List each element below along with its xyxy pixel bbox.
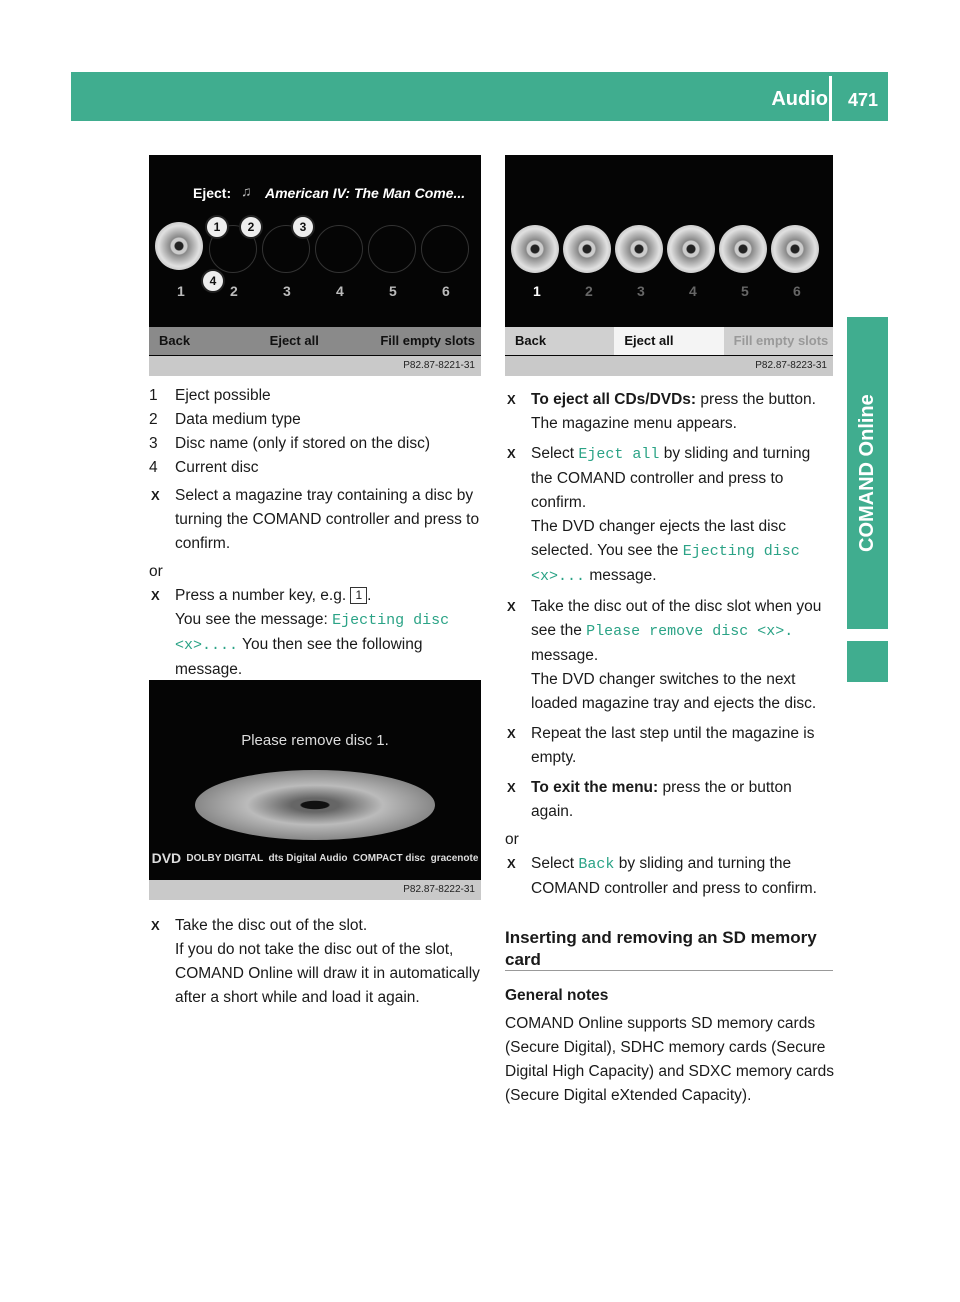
page-number: 471 xyxy=(847,90,878,110)
legend-item: 1 Eject possible xyxy=(149,384,484,408)
step: X Select a magazine tray containing a disc by turning the COMAND controller and press to confirm. xyxy=(149,484,484,556)
softkey-bar xyxy=(149,327,481,355)
step-marker-icon: X xyxy=(151,918,160,933)
number-key-icon: 1 xyxy=(350,587,367,604)
figure-code: P82.87-8221-31 xyxy=(149,356,481,376)
chapter-tab xyxy=(847,317,888,629)
disc-1 xyxy=(511,225,559,273)
disc-graphic xyxy=(195,770,435,840)
message-code: Please remove disc <x>. xyxy=(586,623,794,640)
slot-number: 1 xyxy=(177,283,185,299)
step-marker-icon: X xyxy=(151,488,160,503)
step: X Select Back by sliding and turning the COMAND controller and press to confirm. xyxy=(505,852,835,901)
message-code: Ejecting disc <x>... xyxy=(531,543,800,585)
legend-item: 4 Current disc xyxy=(149,456,484,480)
message-code: Ejecting disc <x>.... xyxy=(175,612,450,654)
back-softkey[interactable]: Back xyxy=(515,333,547,348)
eject-all-softkey[interactable]: Eject all xyxy=(269,333,319,348)
left-column xyxy=(149,384,484,682)
step-marker-icon: X xyxy=(151,588,160,603)
disc-6 xyxy=(771,225,819,273)
slot-number: 6 xyxy=(442,283,450,299)
figure-eject-screen xyxy=(149,155,481,376)
chapter-marker xyxy=(847,641,888,682)
step: X To eject all CDs/DVDs: press the button. The magazine menu appears. xyxy=(505,388,835,436)
slot-number: 3 xyxy=(637,283,645,299)
eject-label: Eject: xyxy=(193,185,232,201)
chapter-label: COMAND Online xyxy=(856,394,878,552)
step: X Select Eject all by sliding and turning the COMAND controller and press to confirm. The DVD changer ejects the last disc selected. You see the Ejecting disc <x>... message. xyxy=(505,442,835,589)
eject-all-softkey[interactable]: Eject all xyxy=(614,327,723,355)
remove-disc-message: Please remove disc 1. xyxy=(241,732,389,749)
subheading: General notes xyxy=(505,987,609,1004)
disc-3 xyxy=(615,225,663,273)
disc-4 xyxy=(667,225,715,273)
callout-3: 3 xyxy=(291,215,315,239)
legend-item: 2 Data medium type xyxy=(149,408,484,432)
left-column-lower xyxy=(149,914,484,1010)
step: X Take the disc out of the slot. If you do not take the disc out of the slot, COMAND Online will draw it in automatically after a short while and load it again. xyxy=(149,914,484,1010)
slot-number: 4 xyxy=(689,283,697,299)
dvd-logo: DVD xyxy=(151,850,182,866)
back-softkey[interactable]: Back xyxy=(159,333,191,348)
data-medium-icon: ♫ xyxy=(241,183,252,199)
or-text: or xyxy=(505,831,519,848)
slot-ring-4 xyxy=(315,225,363,273)
figure-remove-disc-screen xyxy=(149,680,481,900)
step-marker-icon: X xyxy=(507,780,516,795)
figure-eject-all-screen xyxy=(505,155,833,376)
right-column xyxy=(505,388,835,971)
slot-ring-5 xyxy=(368,225,416,273)
slot-number: 4 xyxy=(336,283,344,299)
section-title: Audio xyxy=(771,88,828,110)
softkey-bar xyxy=(505,327,833,355)
header-divider xyxy=(829,76,832,121)
slot-number: 3 xyxy=(283,283,291,299)
fill-empty-slots-softkey[interactable]: Fill empty slots xyxy=(733,333,829,348)
page-header xyxy=(71,72,888,121)
step-marker-icon: X xyxy=(507,599,516,614)
dolby-logo: DOLBY DIGITAL xyxy=(186,852,264,864)
step-marker-icon: X xyxy=(507,856,516,871)
callout-1: 1 xyxy=(205,215,229,239)
notes-paragraph: COMAND Online supports SD memory cards (Secure Digital), SDHC memory cards (Secure Digital High Capacity) and SDXC memory cards (Secure Digital eXtended Capacity). xyxy=(505,1015,835,1104)
step: X To exit the menu: press the or button again. xyxy=(505,776,835,824)
slot-number: 6 xyxy=(793,283,801,299)
step-marker-icon: X xyxy=(507,392,516,407)
slot-number: 5 xyxy=(741,283,749,299)
heading-rule xyxy=(505,970,833,971)
compact-disc-logo: COMPACT disc xyxy=(352,852,426,864)
step: X Take the disc out of the disc slot when you see the Please remove disc <x>. message. The DVD changer switches to the next loaded magazine tray and ejects the disc. xyxy=(505,595,835,716)
current-disc xyxy=(155,222,203,270)
legend-number: 2 xyxy=(149,411,158,428)
figure-code: P82.87-8223-31 xyxy=(505,356,833,376)
disc-name: American IV: The Man Come... xyxy=(265,185,466,201)
dts-logo: dts Digital Audio xyxy=(268,852,348,864)
fill-empty-slots-softkey[interactable]: Fill empty slots xyxy=(380,333,475,348)
disc-5 xyxy=(719,225,767,273)
slot-ring-6 xyxy=(421,225,469,273)
menu-item-code: Eject all xyxy=(578,446,660,463)
section-heading: Inserting and removing an SD memory card xyxy=(505,928,817,969)
menu-item-code: Back xyxy=(578,856,615,873)
right-column-lower xyxy=(505,984,835,1108)
legend-number: 3 xyxy=(149,435,158,452)
slot-number: 5 xyxy=(389,283,397,299)
disc-2 xyxy=(563,225,611,273)
callout-4: 4 xyxy=(201,269,225,293)
slot-number: 1 xyxy=(533,283,541,299)
step: X Repeat the last step until the magazine is empty. xyxy=(505,722,835,770)
step-marker-icon: X xyxy=(507,726,516,741)
step-marker-icon: X xyxy=(507,446,516,461)
figure-code: P82.87-8222-31 xyxy=(149,880,481,900)
gracenote-logo: gracenote xyxy=(430,852,479,864)
or-text: or xyxy=(149,563,163,580)
step: X Press a number key, e.g. 1 . You see the message: Ejecting disc <x>.... You then see the following message. xyxy=(149,584,484,682)
legend-number: 1 xyxy=(149,387,158,404)
callout-2: 2 xyxy=(239,215,263,239)
slot-number: 2 xyxy=(230,283,238,299)
legend-number: 4 xyxy=(149,459,158,476)
legend-item: 3 Disc name (only if stored on the disc) xyxy=(149,432,484,456)
slot-number: 2 xyxy=(585,283,593,299)
